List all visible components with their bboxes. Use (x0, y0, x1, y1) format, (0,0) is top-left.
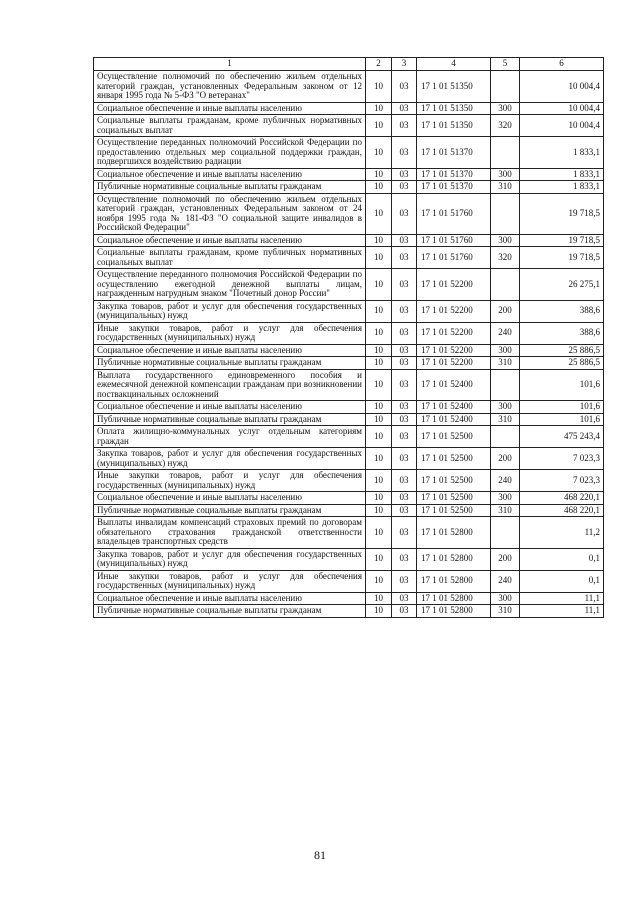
item-name-cell: Публичные нормативные социальные выплаты гражданам (94, 504, 366, 517)
subsection-code-cell: 03 (392, 247, 417, 269)
section-code-cell: 10 (366, 548, 392, 570)
amount-cell: 468 220,1 (520, 492, 604, 505)
expense-type-code-cell (491, 517, 520, 549)
target-article-code-cell: 17 1 01 52200 (417, 300, 491, 322)
subsection-code-cell: 03 (392, 234, 417, 247)
expense-type-code-cell (491, 269, 520, 301)
section-code-cell: 10 (366, 470, 392, 492)
table-row (94, 193, 604, 234)
budget-table (93, 57, 604, 618)
expense-type-code-cell: 300 (491, 401, 520, 414)
expense-type-code-cell: 300 (491, 592, 520, 605)
target-article-code-cell: 17 1 01 52500 (417, 426, 491, 448)
subsection-code-cell: 03 (392, 570, 417, 592)
expense-type-code-cell (491, 71, 520, 103)
item-name-cell: Выплаты инвалидам компенсаций страховых премий по договорам обязательного страхования гражданской ответственности владельцев транспортных средств (94, 517, 366, 549)
target-article-code-cell: 17 1 01 51350 (417, 115, 491, 137)
subsection-code-cell: 03 (392, 269, 417, 301)
section-code-cell: 10 (366, 517, 392, 549)
target-article-code-cell: 17 1 01 51760 (417, 234, 491, 247)
item-name-cell: Иные закупки товаров, работ и услуг для обеспечения государственных (муниципальных) нужд (94, 470, 366, 492)
item-name-cell: Публичные нормативные социальные выплаты гражданам (94, 181, 366, 194)
section-code-cell: 10 (366, 322, 392, 344)
page-number: 81 (314, 848, 326, 862)
section-code-cell: 10 (366, 168, 392, 181)
section-code-cell: 10 (366, 504, 392, 517)
section-code-cell: 10 (366, 492, 392, 505)
table-header-row (94, 58, 604, 71)
target-article-code-cell: 17 1 01 52200 (417, 269, 491, 301)
table-row (94, 168, 604, 181)
item-name-cell: Социальные выплаты гражданам, кроме публичных нормативных социальных выплат (94, 115, 366, 137)
item-name-cell: Публичные нормативные социальные выплаты гражданам (94, 413, 366, 426)
target-article-code-cell: 17 1 01 52200 (417, 344, 491, 357)
amount-cell: 101,6 (520, 401, 604, 414)
target-article-code-cell: 17 1 01 52400 (417, 369, 491, 401)
expense-type-code-cell (491, 137, 520, 169)
amount-cell: 19 718,5 (520, 234, 604, 247)
section-code-cell: 10 (366, 71, 392, 103)
subsection-code-cell: 03 (392, 300, 417, 322)
subsection-code-cell: 03 (392, 413, 417, 426)
item-name-cell: Осуществление переданного полномочия Российской Федерации по осуществлению ежегодной денежной выплаты лицам, награжденным нагрудным знаком "Почетный донор России" (94, 269, 366, 301)
target-article-code-cell: 17 1 01 52800 (417, 517, 491, 549)
expense-type-code-cell: 310 (491, 181, 520, 194)
item-name-cell: Закупка товаров, работ и услуг для обеспечения государственных (муниципальных) нужд (94, 548, 366, 570)
target-article-code-cell: 17 1 01 52800 (417, 570, 491, 592)
header-cell-6: 6 (520, 58, 604, 71)
table-row (94, 322, 604, 344)
subsection-code-cell: 03 (392, 71, 417, 103)
amount-cell: 10 004,4 (520, 71, 604, 103)
item-name-cell: Закупка товаров, работ и услуг для обеспечения государственных (муниципальных) нужд (94, 448, 366, 470)
table-row (94, 247, 604, 269)
amount-cell: 388,6 (520, 322, 604, 344)
target-article-code-cell: 17 1 01 52200 (417, 322, 491, 344)
target-article-code-cell: 17 1 01 52800 (417, 592, 491, 605)
expense-type-code-cell: 310 (491, 605, 520, 618)
amount-cell: 11,1 (520, 605, 604, 618)
table-row (94, 413, 604, 426)
target-article-code-cell: 17 1 01 52400 (417, 401, 491, 414)
expense-type-code-cell: 200 (491, 548, 520, 570)
item-name-cell: Публичные нормативные социальные выплаты гражданам (94, 357, 366, 370)
item-name-cell: Осуществление переданных полномочий Российской Федерации по предоставлению отдельных мер социальной поддержки граждан, подвергшихся воздействию радиации (94, 137, 366, 169)
table-row (94, 570, 604, 592)
subsection-code-cell: 03 (392, 168, 417, 181)
table-body (94, 58, 604, 618)
item-name-cell: Социальное обеспечение и иные выплаты населению (94, 344, 366, 357)
amount-cell: 101,6 (520, 369, 604, 401)
section-code-cell: 10 (366, 401, 392, 414)
target-article-code-cell: 17 1 01 51370 (417, 168, 491, 181)
amount-cell: 26 275,1 (520, 269, 604, 301)
expense-type-code-cell: 300 (491, 234, 520, 247)
section-code-cell: 10 (366, 426, 392, 448)
target-article-code-cell: 17 1 01 51760 (417, 247, 491, 269)
amount-cell: 101,6 (520, 413, 604, 426)
table-row (94, 300, 604, 322)
item-name-cell: Иные закупки товаров, работ и услуг для обеспечения государственных (муниципальных) нужд (94, 570, 366, 592)
target-article-code-cell: 17 1 01 51760 (417, 193, 491, 234)
subsection-code-cell: 03 (392, 193, 417, 234)
table-row (94, 137, 604, 169)
table-row (94, 181, 604, 194)
subsection-code-cell: 03 (392, 448, 417, 470)
subsection-code-cell: 03 (392, 357, 417, 370)
table-row (94, 234, 604, 247)
expense-type-code-cell: 200 (491, 448, 520, 470)
target-article-code-cell: 17 1 01 52800 (417, 548, 491, 570)
amount-cell: 25 886,5 (520, 344, 604, 357)
expense-type-code-cell: 300 (491, 168, 520, 181)
expense-type-code-cell: 240 (491, 470, 520, 492)
expense-type-code-cell: 310 (491, 413, 520, 426)
item-name-cell: Осуществление полномочий по обеспечению жильем отдельных категорий граждан, установленных Федеральным законом от 24 ноября 1995 года № 181-ФЗ "О социальной защите инвалидов в Российской Федерации" (94, 193, 366, 234)
item-name-cell: Социальное обеспечение и иные выплаты населению (94, 102, 366, 115)
table-row (94, 592, 604, 605)
table-row (94, 71, 604, 103)
amount-cell: 7 023,3 (520, 448, 604, 470)
table-row (94, 517, 604, 549)
item-name-cell: Закупка товаров, работ и услуг для обеспечения государственных (муниципальных) нужд (94, 300, 366, 322)
subsection-code-cell: 03 (392, 181, 417, 194)
item-name-cell: Социальные выплаты гражданам, кроме публичных нормативных социальных выплат (94, 247, 366, 269)
amount-cell: 11,1 (520, 592, 604, 605)
header-cell-5: 5 (491, 58, 520, 71)
expense-type-code-cell: 300 (491, 492, 520, 505)
target-article-code-cell: 17 1 01 52500 (417, 448, 491, 470)
amount-cell: 11,2 (520, 517, 604, 549)
subsection-code-cell: 03 (392, 517, 417, 549)
section-code-cell: 10 (366, 605, 392, 618)
amount-cell: 19 718,5 (520, 247, 604, 269)
section-code-cell: 10 (366, 234, 392, 247)
item-name-cell: Социальное обеспечение и иные выплаты населению (94, 234, 366, 247)
amount-cell: 468 220,1 (520, 504, 604, 517)
table-row (94, 492, 604, 505)
table-row (94, 605, 604, 618)
item-name-cell: Социальное обеспечение и иные выплаты населению (94, 592, 366, 605)
item-name-cell: Осуществление полномочий по обеспечению жильем отдельных категорий граждан, установленных Федеральным законом от 12 января 1995 года № 5-ФЗ "О ветеранах" (94, 71, 366, 103)
table-row (94, 369, 604, 401)
table-row (94, 548, 604, 570)
header-cell-2: 2 (366, 58, 392, 71)
target-article-code-cell: 17 1 01 52500 (417, 504, 491, 517)
subsection-code-cell: 03 (392, 369, 417, 401)
amount-cell: 388,6 (520, 300, 604, 322)
amount-cell: 19 718,5 (520, 193, 604, 234)
expense-type-code-cell: 300 (491, 344, 520, 357)
target-article-code-cell: 17 1 01 51350 (417, 102, 491, 115)
amount-cell: 0,1 (520, 570, 604, 592)
header-cell-4: 4 (417, 58, 491, 71)
table-row (94, 448, 604, 470)
section-code-cell: 10 (366, 181, 392, 194)
subsection-code-cell: 03 (392, 322, 417, 344)
table-row (94, 504, 604, 517)
item-name-cell: Социальное обеспечение и иные выплаты населению (94, 401, 366, 414)
expense-type-code-cell: 300 (491, 102, 520, 115)
amount-cell: 10 004,4 (520, 115, 604, 137)
subsection-code-cell: 03 (392, 426, 417, 448)
expense-type-code-cell: 200 (491, 300, 520, 322)
subsection-code-cell: 03 (392, 492, 417, 505)
table-row (94, 357, 604, 370)
table-row (94, 102, 604, 115)
item-name-cell: Публичные нормативные социальные выплаты гражданам (94, 605, 366, 618)
section-code-cell: 10 (366, 448, 392, 470)
section-code-cell: 10 (366, 344, 392, 357)
header-cell-1: 1 (94, 58, 366, 71)
target-article-code-cell: 17 1 01 51350 (417, 71, 491, 103)
expense-type-code-cell: 240 (491, 322, 520, 344)
section-code-cell: 10 (366, 247, 392, 269)
amount-cell: 1 833,1 (520, 168, 604, 181)
expense-type-code-cell (491, 369, 520, 401)
section-code-cell: 10 (366, 115, 392, 137)
item-name-cell: Выплата государственного единовременного пособия и ежемесячной денежной компенсации гражданам при возникновении поствакцинальных осложнений (94, 369, 366, 401)
target-article-code-cell: 17 1 01 52200 (417, 357, 491, 370)
expense-type-code-cell: 310 (491, 357, 520, 370)
target-article-code-cell: 17 1 01 52400 (417, 413, 491, 426)
target-article-code-cell: 17 1 01 52500 (417, 470, 491, 492)
subsection-code-cell: 03 (392, 115, 417, 137)
subsection-code-cell: 03 (392, 344, 417, 357)
subsection-code-cell: 03 (392, 592, 417, 605)
table-row (94, 470, 604, 492)
amount-cell: 0,1 (520, 548, 604, 570)
section-code-cell: 10 (366, 300, 392, 322)
expense-type-code-cell: 320 (491, 115, 520, 137)
amount-cell: 25 886,5 (520, 357, 604, 370)
table-row (94, 344, 604, 357)
section-code-cell: 10 (366, 369, 392, 401)
item-name-cell: Оплата жилищно-коммунальных услуг отдельным категориям граждан (94, 426, 366, 448)
section-code-cell: 10 (366, 592, 392, 605)
subsection-code-cell: 03 (392, 102, 417, 115)
section-code-cell: 10 (366, 570, 392, 592)
target-article-code-cell: 17 1 01 52800 (417, 605, 491, 618)
header-cell-3: 3 (392, 58, 417, 71)
target-article-code-cell: 17 1 01 51370 (417, 137, 491, 169)
section-code-cell: 10 (366, 357, 392, 370)
section-code-cell: 10 (366, 137, 392, 169)
section-code-cell: 10 (366, 269, 392, 301)
item-name-cell: Иные закупки товаров, работ и услуг для обеспечения государственных (муниципальных) нужд (94, 322, 366, 344)
target-article-code-cell: 17 1 01 51370 (417, 181, 491, 194)
subsection-code-cell: 03 (392, 504, 417, 517)
table-row (94, 401, 604, 414)
amount-cell: 10 004,4 (520, 102, 604, 115)
amount-cell: 1 833,1 (520, 181, 604, 194)
amount-cell: 475 243,4 (520, 426, 604, 448)
expense-type-code-cell: 240 (491, 570, 520, 592)
subsection-code-cell: 03 (392, 401, 417, 414)
expense-type-code-cell (491, 193, 520, 234)
expense-type-code-cell: 310 (491, 504, 520, 517)
expense-type-code-cell (491, 426, 520, 448)
table-row (94, 426, 604, 448)
subsection-code-cell: 03 (392, 470, 417, 492)
section-code-cell: 10 (366, 193, 392, 234)
subsection-code-cell: 03 (392, 137, 417, 169)
target-article-code-cell: 17 1 01 52500 (417, 492, 491, 505)
expense-type-code-cell: 320 (491, 247, 520, 269)
subsection-code-cell: 03 (392, 548, 417, 570)
section-code-cell: 10 (366, 102, 392, 115)
item-name-cell: Социальное обеспечение и иные выплаты населению (94, 168, 366, 181)
amount-cell: 7 023,3 (520, 470, 604, 492)
table-row (94, 269, 604, 301)
amount-cell: 1 833,1 (520, 137, 604, 169)
section-code-cell: 10 (366, 413, 392, 426)
item-name-cell: Социальное обеспечение и иные выплаты населению (94, 492, 366, 505)
table-row (94, 115, 604, 137)
subsection-code-cell: 03 (392, 605, 417, 618)
